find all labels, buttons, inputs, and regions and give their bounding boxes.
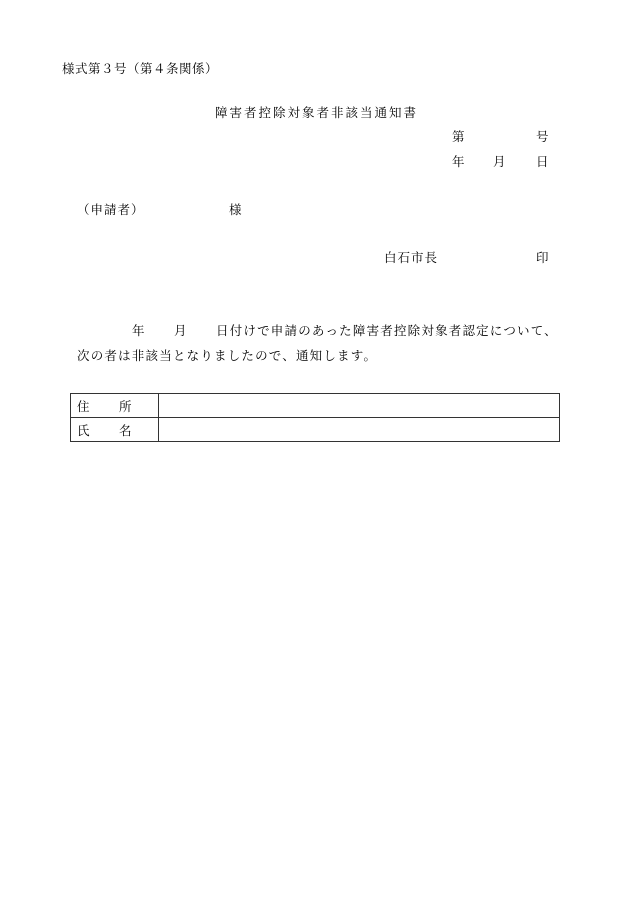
- address-label-char2: 所: [119, 398, 132, 414]
- form-number: 様式第３号（第４条関係）: [62, 61, 219, 76]
- name-label-char2: 名: [119, 422, 132, 438]
- recipient-info-table: [70, 393, 560, 442]
- table-row-name: [71, 418, 560, 442]
- issue-date-day: 日: [536, 154, 549, 169]
- name-value-field[interactable]: [159, 418, 560, 442]
- issue-date-year: 年: [452, 154, 465, 169]
- name-label: [71, 418, 159, 442]
- document-title: 障害者控除対象者非該当通知書: [215, 105, 419, 120]
- issuer-name: 白石市長: [384, 250, 439, 265]
- body-year-label: 年: [132, 323, 145, 338]
- issue-number-prefix: 第: [452, 129, 465, 144]
- address-label-char1: 住: [77, 398, 90, 414]
- applicant-honorific: 様: [229, 202, 242, 217]
- body-month-label: 月: [174, 323, 187, 338]
- address-value-field[interactable]: [159, 394, 560, 418]
- issue-date-month: 月: [493, 154, 506, 169]
- body-text-line1: 日付けで申請のあった障害者控除対象者認定について、: [216, 323, 558, 338]
- table-row-address: [71, 394, 560, 418]
- issuer-seal: 印: [536, 250, 549, 265]
- address-label: [71, 394, 159, 418]
- name-label-char1: 氏: [77, 422, 90, 438]
- body-text-line2: 次の者は非該当となりましたので、通知します。: [77, 348, 378, 363]
- applicant-label: （申請者）: [77, 202, 145, 217]
- issue-number-suffix: 号: [536, 129, 549, 144]
